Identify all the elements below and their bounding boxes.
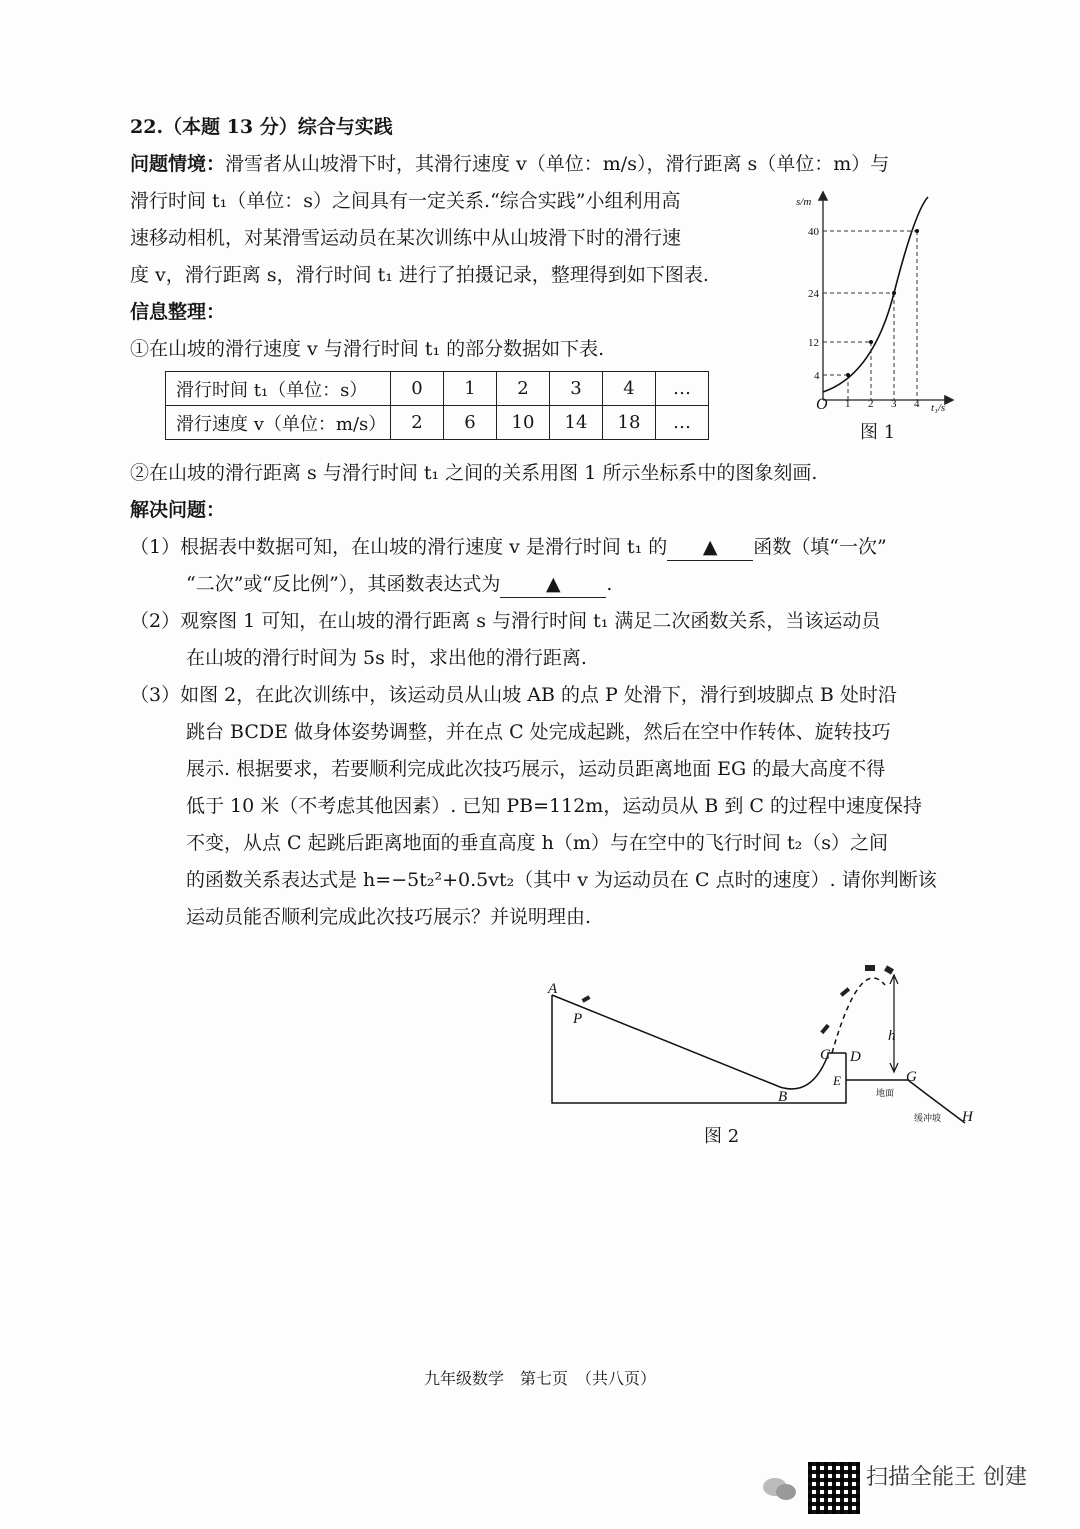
- table-cell: …: [656, 372, 709, 406]
- scanner-watermark: 扫描全能王 创建: [866, 1465, 1027, 1490]
- flight-path: [832, 978, 885, 1053]
- table-row: [166, 372, 709, 406]
- table-row: [166, 406, 709, 440]
- table-cell: 2: [497, 372, 550, 406]
- situation-line-2: 滑行时间 t₁（单位：s）之间具有一定关系.“综合实践”小组利用高: [130, 190, 681, 212]
- question-3-line-7: 运动员能否顺利完成此次技巧展示？并说明理由.: [186, 906, 592, 928]
- situation-line-3: 速移动相机，对某滑雪运动员在某次训练中从山坡滑下时的滑行速: [130, 227, 682, 249]
- curve-point: [846, 373, 850, 377]
- velocity-table: [165, 371, 709, 440]
- table-header-time: 滑行时间 t₁（单位：s）: [166, 372, 391, 406]
- q1-text-a: （1）根据表中数据可知，在山坡的滑行速度 v 是滑行时间 t₁ 的: [130, 536, 668, 558]
- q1-text-c: “二次”或“反比例”），其函数表达式为: [186, 573, 501, 595]
- q1-text-b: 函数（填“一次”: [753, 536, 887, 558]
- table-cell: 1: [444, 372, 497, 406]
- point-e-label: E: [833, 1073, 841, 1088]
- table-cell: 6: [444, 406, 497, 440]
- curve-point: [869, 340, 873, 344]
- x-tick: 3: [891, 398, 897, 410]
- question-3-line-5: 不变，从点 C 起跳后距离地面的垂直高度 h（m）与在空中的飞行时间 t₂（s）之间: [186, 832, 888, 854]
- point-p-label: P: [573, 1011, 583, 1027]
- point-d-label: D: [850, 1049, 861, 1065]
- solve-head: 解决问题：: [130, 499, 226, 521]
- question-1-line-1: [130, 534, 887, 561]
- y-tick: 24: [808, 288, 819, 300]
- table-cell: 18: [603, 406, 656, 440]
- y-tick: 12: [808, 337, 819, 349]
- table-cell: 3: [550, 372, 603, 406]
- table-cell: 4: [603, 372, 656, 406]
- x-tick: 2: [868, 398, 874, 410]
- table-cell: 14: [550, 406, 603, 440]
- table-cell: 2: [391, 406, 444, 440]
- page-footer: 九年级数学 第七页 （共八页）: [423, 1369, 656, 1388]
- guide-lines: [823, 231, 917, 400]
- wechat-icon: [762, 1476, 798, 1502]
- figure-1-caption: 图 1: [860, 422, 896, 443]
- question-2-line-1: （2）观察图 1 可知，在山坡的滑行距离 s 与滑行时间 t₁ 满足二次函数关系，当该运动员: [130, 610, 881, 632]
- x-axis-label: t₁/s: [931, 402, 946, 414]
- y-tick: 4: [814, 370, 820, 382]
- question-3-line-2: 跳台 BCDE 做身体姿势调整，并在点 C 处完成起跳，然后在空中作转体、旋转技巧: [186, 721, 891, 743]
- slope-ab-and-jump: [552, 995, 846, 1089]
- situation-line-1: [130, 151, 889, 177]
- point-a-label: A: [548, 981, 558, 997]
- figure-2-caption: 图 2: [704, 1126, 740, 1147]
- x-tick: 1: [845, 398, 851, 410]
- question-3-line-4: 低于 10 米（不考虑其他因素）. 已知 PB=112m，运动员从 B 到 C 的过程中速度保持: [186, 795, 922, 817]
- x-tick: 4: [914, 398, 920, 410]
- skier-icon: [582, 965, 894, 1034]
- figure-2-diagram: [540, 955, 980, 1130]
- buffer-slope-label: 缓冲坡: [914, 1114, 942, 1124]
- ground-label: 地面: [876, 1089, 895, 1099]
- situation-line-4: 度 v，滑行距离 s，滑行时间 t₁ 进行了拍摄记录，整理得到如下图表.: [130, 264, 709, 286]
- table-cell: 0: [391, 372, 444, 406]
- table-cell: …: [656, 406, 709, 440]
- y-tick: 40: [808, 226, 819, 238]
- qr-code-icon: [808, 1462, 860, 1514]
- q1-period: .: [606, 573, 613, 595]
- curve-point: [915, 229, 919, 233]
- info-1: ①在山坡的滑行速度 v 与滑行时间 t₁ 的部分数据如下表.: [130, 338, 605, 360]
- situation-head: 问题情境：: [130, 153, 226, 175]
- ground-and-buffer: [846, 1080, 965, 1123]
- question-3-line-6: 的函数关系表达式是 h=−5t₂²+0.5vt₂（其中 v 为运动员在 C 点时的速度）. 请你判断该: [186, 869, 937, 891]
- point-g-label: G: [906, 1069, 917, 1085]
- origin-label: O: [816, 396, 828, 413]
- point-b-label: B: [778, 1089, 788, 1105]
- table-header-velocity: 滑行速度 v（单位：m/s）: [166, 406, 391, 440]
- y-axis-label: s/m: [796, 196, 812, 208]
- info-head: 信息整理：: [130, 301, 226, 323]
- table-cell: 10: [497, 406, 550, 440]
- s-t-curve: [823, 197, 928, 392]
- height-h-label: h: [888, 1028, 896, 1044]
- question-3-line-3: 展示. 根据要求，若要顺利完成此次技巧展示，运动员距离地面 EG 的最大高度不得: [186, 758, 886, 780]
- answer-blank-2: ▲: [500, 571, 606, 598]
- point-h-label: H: [962, 1109, 973, 1125]
- answer-blank-1: ▲: [667, 534, 753, 561]
- info-2: ②在山坡的滑行距离 s 与滑行时间 t₁ 之间的关系用图 1 所示坐标系中的图象刻画.: [130, 462, 818, 484]
- question-2-line-2: 在山坡的滑行时间为 5s 时，求出他的滑行距离.: [186, 647, 587, 669]
- point-c-label: C: [820, 1047, 831, 1063]
- question-1-line-2: [186, 571, 612, 598]
- question-3-line-1: （3）如图 2，在此次训练中，该运动员从山坡 AB 的点 P 处滑下，滑行到坡脚点 B 处时沿: [130, 684, 897, 706]
- situation-text-1: 滑雪者从山坡滑下时，其滑行速度 v（单位：m/s），滑行距离 s（单位：m）与: [225, 153, 890, 175]
- figure-1-graph: [790, 185, 970, 455]
- curve-point: [892, 291, 896, 295]
- problem-title: 22.（本题 13 分）综合与实践: [130, 116, 393, 138]
